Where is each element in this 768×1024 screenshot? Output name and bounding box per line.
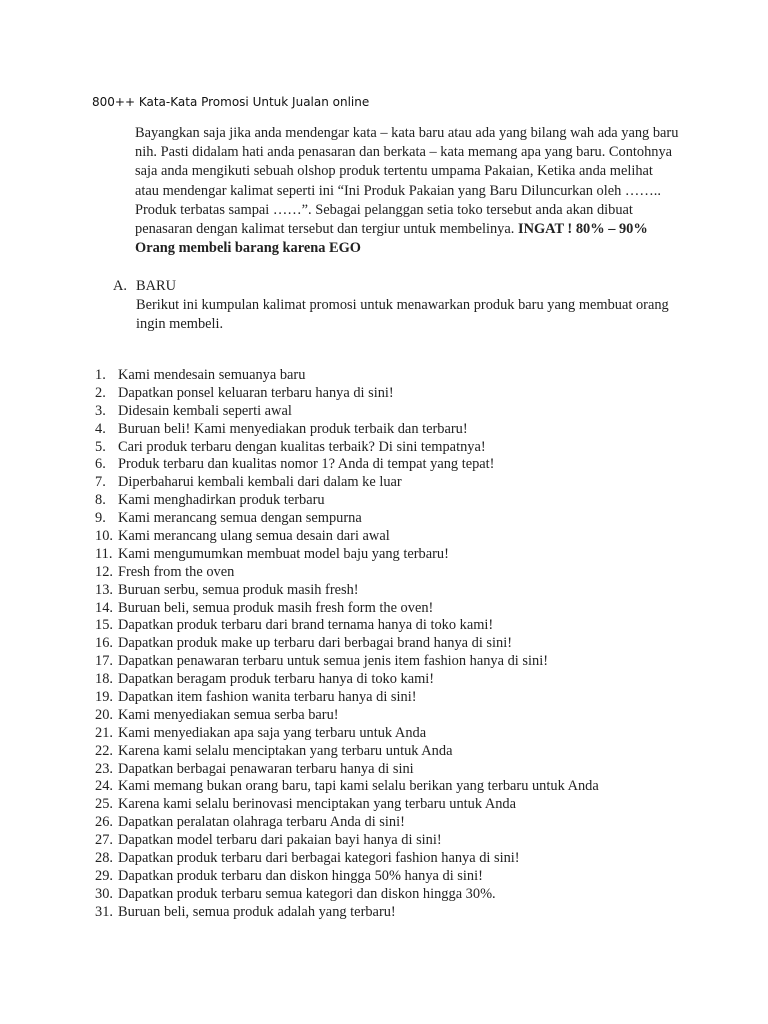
list-item-number: 1.	[95, 367, 106, 383]
list-item	[95, 832, 599, 850]
list-item-text: Fresh from the oven	[118, 563, 235, 580]
list-item-number: 6.	[95, 456, 106, 473]
list-item-text: Kami merancang ulang semua desain dari awal	[118, 528, 390, 545]
list-item	[95, 600, 599, 618]
list-item-text: Dapatkan produk terbaru dari brand ternama hanya di toko kami!	[118, 617, 494, 634]
list-item-text: Dapatkan ponsel keluaran terbaru hanya di sini!	[118, 384, 394, 401]
list-item	[95, 653, 599, 671]
list-item	[95, 367, 599, 385]
list-item-text: Produk terbaru dan kualitas nomor 1? Anda di tempat yang tepat!	[118, 456, 495, 473]
list-item-text: Didesain kembali seperti awal	[118, 402, 292, 419]
list-item-text: Kami mengumumkan membuat model baju yang terbaru!	[118, 545, 449, 562]
list-item	[95, 510, 599, 528]
list-item	[95, 564, 599, 582]
list-item-text: Dapatkan produk terbaru dan diskon hingga 50% hanya di sini!	[118, 867, 483, 884]
list-item	[95, 814, 599, 832]
list-item	[95, 886, 599, 904]
list-item-number: 3.	[95, 402, 106, 419]
list-item-text: Dapatkan produk terbaru semua kategori dan diskon hingga 30%.	[118, 885, 496, 902]
list-item-text: Buruan serbu, semua produk masih fresh!	[118, 581, 359, 598]
list-item	[95, 474, 599, 492]
intro-bold-text: INGAT ! 80% – 90% Orang membeli barang karena EGO	[135, 221, 648, 257]
section-description: Berikut ini kumpulan kalimat promosi untuk menawarkan produk baru yang membuat orang ingin membeli.	[136, 297, 669, 333]
list-item-text: Kami merancang semua dengan sempurna	[118, 510, 362, 527]
list-item	[95, 796, 599, 814]
list-item-text: Karena kami selalu menciptakan yang terbaru untuk Anda	[118, 742, 453, 759]
list-item-number: 18.	[95, 671, 113, 688]
list-item-number: 21.	[95, 724, 113, 741]
list-item-number: 27.	[95, 832, 113, 849]
list-item-number: 10.	[95, 528, 113, 545]
list-item-number: 23.	[95, 760, 113, 777]
list-item-text: Buruan beli, semua produk masih fresh form the oven!	[118, 599, 434, 616]
list-item-text: Dapatkan model terbaru dari pakaian bayi hanya di sini!	[118, 832, 442, 849]
list-item-text: Dapatkan peralatan olahraga terbaru Anda di sini!	[118, 814, 405, 831]
list-item	[95, 761, 599, 779]
list-item-text: Cari produk terbaru dengan kualitas terbaik? Di sini tempatnya!	[118, 438, 486, 455]
list-item-number: 29.	[95, 867, 113, 884]
intro-text: Bayangkan saja jika anda mendengar kata – kata baru atau ada yang bilang wah ada yang baru nih. Pasti didalam hati anda penasaran dan berkata – kata memang apa yang baru. Contohnya saja anda mengikuti sebuah olshop produk tertentu umpama Pakaian, Ketika anda melihat atau mendengar kalimat seperti ini “Ini Produk Pakaian yang Baru Diluncurkan oleh …….. Produk terbatas sampai ……”. Sebagai pelanggan setia toko tersebut anda akan dibuat penasaran dengan kalimat tersebut dan tergiur untuk membelinya.	[135, 125, 679, 238]
list-item	[95, 456, 599, 474]
list-item-text: Dapatkan item fashion wanita terbaru hanya di sini!	[118, 689, 417, 706]
list-item	[95, 689, 599, 707]
list-item	[95, 492, 599, 510]
list-item-text: Kami mendesain semuanya baru	[118, 367, 306, 383]
list-item-number: 7.	[95, 474, 106, 491]
intro-paragraph	[135, 124, 680, 258]
list-item	[95, 707, 599, 725]
list-item-number: 11.	[95, 545, 113, 562]
list-item	[95, 546, 599, 564]
list-item	[95, 778, 599, 796]
list-item-number: 8.	[95, 492, 106, 509]
list-item-text: Kami menyediakan apa saja yang terbaru untuk Anda	[118, 724, 427, 741]
list-item-text: Buruan beli! Kami menyediakan produk terbaik dan terbaru!	[118, 420, 468, 437]
list-item-text: Kami memang bukan orang baru, tapi kami selalu berikan yang terbaru untuk Anda	[118, 778, 599, 795]
list-item-number: 19.	[95, 689, 113, 706]
list-item-number: 12.	[95, 563, 113, 580]
document-title: 800++ Kata-Kata Promosi Untuk Jualan online	[92, 95, 370, 109]
list-item-text: Karena kami selalu berinovasi menciptakan yang terbaru untuk Anda	[118, 796, 517, 813]
list-item	[95, 868, 599, 886]
list-item	[95, 421, 599, 439]
list-item-number: 30.	[95, 885, 113, 902]
list-item	[95, 725, 599, 743]
list-item-number: 9.	[95, 510, 106, 527]
list-item-text: Buruan beli, semua produk adalah yang terbaru!	[118, 903, 396, 920]
list-item	[95, 671, 599, 689]
list-item-number: 24.	[95, 778, 113, 795]
list-item	[95, 582, 599, 600]
list-item	[95, 617, 599, 635]
list-item-number: 13.	[95, 581, 113, 598]
list-item-number: 26.	[95, 814, 113, 831]
list-item-number: 16.	[95, 635, 113, 652]
list-item	[95, 635, 599, 653]
list-item-number: 22.	[95, 742, 113, 759]
list-item	[95, 743, 599, 761]
list-item-number: 31.	[95, 903, 113, 920]
list-item	[95, 904, 599, 922]
promo-list	[95, 367, 599, 922]
section-title: BARU	[136, 278, 176, 294]
list-item-number: 20.	[95, 706, 113, 723]
list-item-text: Dapatkan berbagai penawaran terbaru hanya di sini	[118, 760, 414, 777]
list-item-text: Kami menghadirkan produk terbaru	[118, 492, 325, 509]
list-item-number: 28.	[95, 850, 113, 867]
list-item-number: 14.	[95, 599, 113, 616]
list-item-text: Dapatkan produk make up terbaru dari berbagai brand hanya di sini!	[118, 635, 512, 652]
list-item	[95, 439, 599, 457]
list-item-number: 17.	[95, 653, 113, 670]
list-item	[95, 403, 599, 421]
list-item	[95, 385, 599, 403]
list-item-text: Diperbaharui kembali kembali dari dalam ke luar	[118, 474, 402, 491]
list-item-number: 5.	[95, 438, 106, 455]
list-item-text: Dapatkan beragam produk terbaru hanya di toko kami!	[118, 671, 435, 688]
list-item-number: 4.	[95, 420, 106, 437]
section-letter: A.	[113, 278, 127, 294]
list-item-text: Dapatkan produk terbaru dari berbagai kategori fashion hanya di sini!	[118, 850, 520, 867]
list-item-number: 2.	[95, 384, 106, 401]
list-item-number: 25.	[95, 796, 113, 813]
list-item-text: Dapatkan penawaran terbaru untuk semua jenis item fashion hanya di sini!	[118, 653, 548, 670]
list-item	[95, 528, 599, 546]
list-item-number: 15.	[95, 617, 113, 634]
list-item	[95, 850, 599, 868]
list-item-text: Kami menyediakan semua serba baru!	[118, 706, 339, 723]
